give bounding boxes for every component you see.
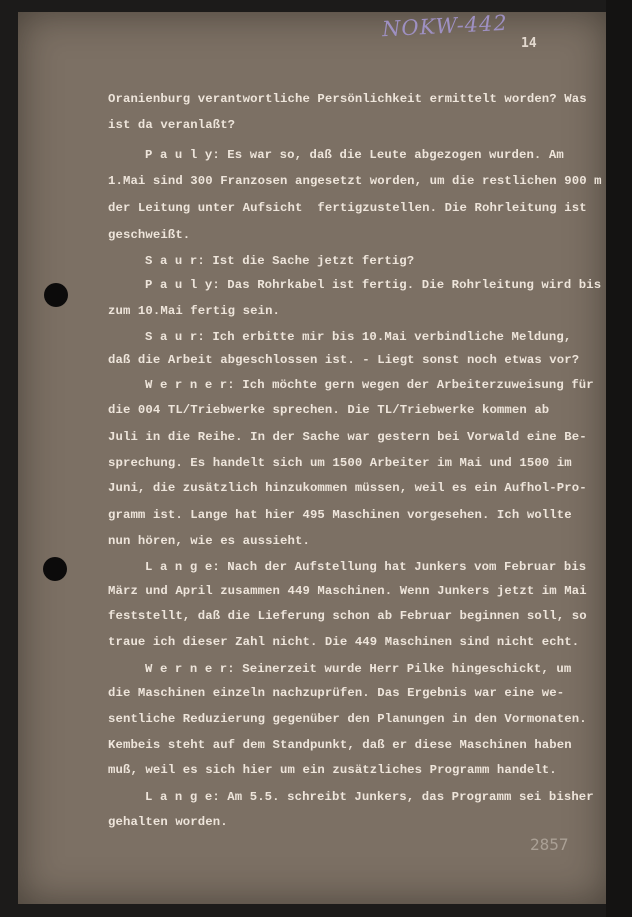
text-line: L a n g e: Nach der Aufstellung hat Junkers vom Februar bis [145, 560, 587, 574]
handwritten-reference: NOKW-442 [381, 10, 509, 42]
text-line: zum 10.Mai fertig sein. [108, 304, 281, 318]
punch-hole-bottom [43, 557, 67, 581]
text-line: Oranienburg verantwortliche Persönlichkeit ermittelt worden? Was [108, 92, 587, 106]
text-line: März und April zusammen 449 Maschinen. Wenn Junkers jetzt im Mai [108, 584, 587, 598]
text-line: daß die Arbeit abgeschlossen ist. - Liegt sonst noch etwas vor? [108, 353, 580, 367]
text-line: 1.Mai sind 300 Franzosen angesetzt worden, um die restlichen 900 m [108, 174, 602, 188]
text-line: sprechung. Es handelt sich um 1500 Arbeiter im Mai und 1500 im [108, 456, 572, 470]
archive-stamp-number: 2857 [530, 835, 569, 854]
text-line: P a u l y: Es war so, daß die Leute abgezogen wurden. Am [145, 148, 564, 162]
text-line: traue ich dieser Zahl nicht. Die 449 Maschinen sind nicht echt. [108, 635, 580, 649]
text-line: Juli in die Reihe. In der Sache war gestern bei Vorwald eine Be- [108, 430, 587, 444]
text-line: sentliche Reduzierung gegenüber den Planungen in den Vormonaten. [108, 712, 587, 726]
text-line: S a u r: Ist die Sache jetzt fertig? [145, 254, 415, 268]
scan-edge [606, 0, 632, 917]
text-line: die Maschinen einzeln nachzuprüfen. Das Ergebnis war eine we- [108, 686, 565, 700]
text-line: L a n g e: Am 5.5. schreibt Junkers, das Programm sei bisher [145, 790, 594, 804]
text-line: W e r n e r: Seinerzeit wurde Herr Pilke hingeschickt, um [145, 662, 572, 676]
page-number: 14 [521, 36, 537, 51]
text-line: Kembeis steht auf dem Standpunkt, daß er diese Maschinen haben [108, 738, 572, 752]
text-line: Juni, die zusätzlich hinzukommen müssen, weil es ein Aufhol-Pro- [108, 481, 587, 495]
text-line: gehalten worden. [108, 815, 228, 829]
text-line: ist da veranlaßt? [108, 118, 236, 132]
text-line: P a u l y: Das Rohrkabel ist fertig. Die Rohrleitung wird bis [145, 278, 602, 292]
text-line: der Leitung unter Aufsicht fertigzustellen. Die Rohrleitung ist [108, 201, 587, 215]
text-line: W e r n e r: Ich möchte gern wegen der Arbeiterzuweisung für [145, 378, 594, 392]
text-line: nun hören, wie es aussieht. [108, 534, 310, 548]
text-line: S a u r: Ich erbitte mir bis 10.Mai verbindliche Meldung, [145, 330, 572, 344]
text-line: geschweißt. [108, 228, 191, 242]
text-line: muß, weil es sich hier um ein zusätzliches Programm handelt. [108, 763, 557, 777]
text-line: gramm ist. Lange hat hier 495 Maschinen vorgesehen. Ich wollte [108, 508, 572, 522]
text-line: feststellt, daß die Lieferung schon ab Februar beginnen soll, so [108, 609, 587, 623]
punch-hole-top [44, 283, 68, 307]
text-line: die 004 TL/Triebwerke sprechen. Die TL/Triebwerke kommen ab [108, 403, 550, 417]
